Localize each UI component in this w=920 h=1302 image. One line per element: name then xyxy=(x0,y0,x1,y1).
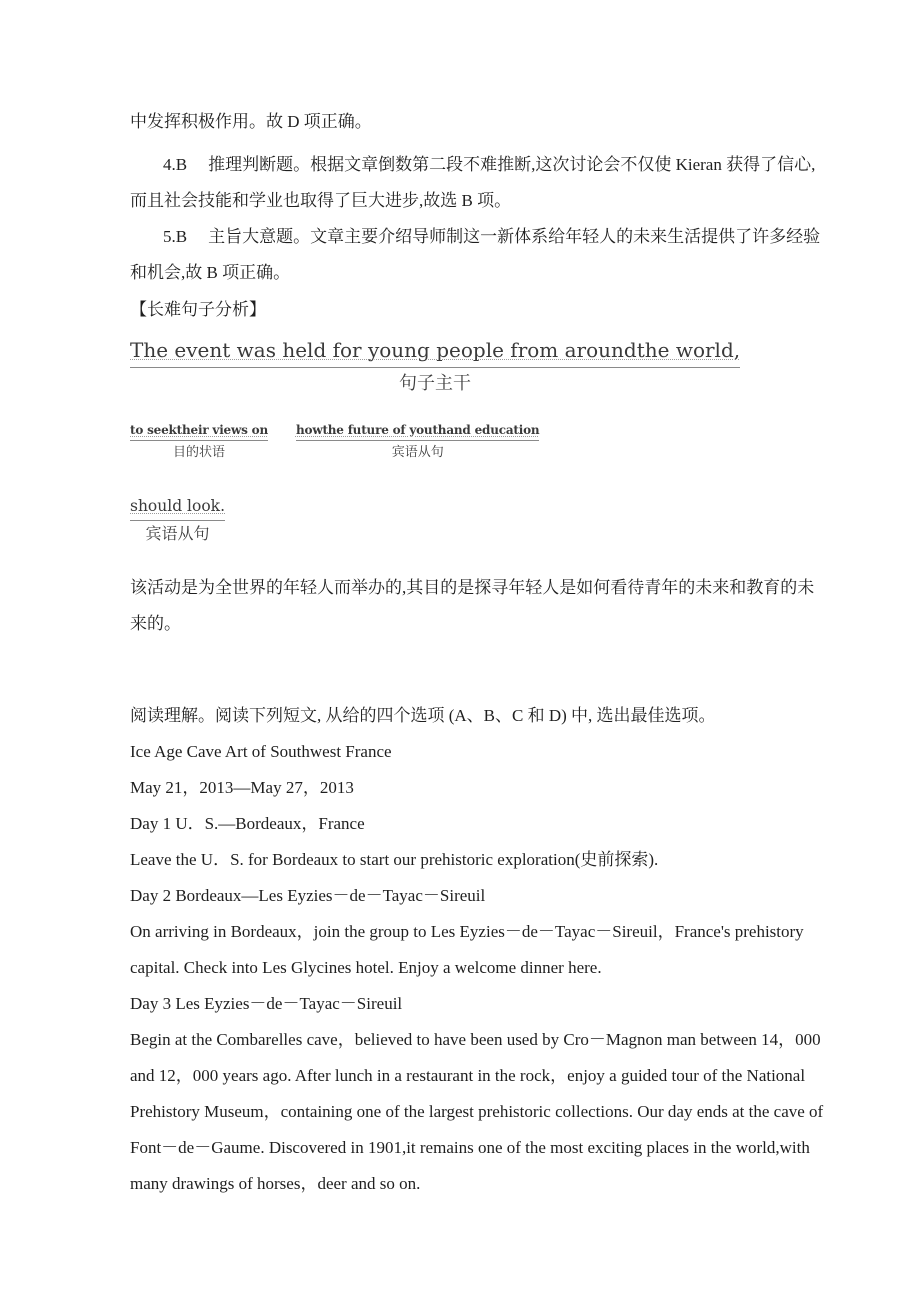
passage-title: Ice Age Cave Art of Southwest France xyxy=(130,742,392,761)
answer-4-text: 推理判断题。根据文章倒数第二段不难推断,这次讨论会不仅使 Kieran 获得了信心, xyxy=(208,155,816,174)
sentence-translation xyxy=(130,570,815,642)
analysis-label-purpose: 目的状语 xyxy=(172,444,225,459)
passage-line: Day 3 Les Eyzies－de－Tayac－Sireuil xyxy=(130,994,403,1013)
answer-item-4 xyxy=(130,147,816,183)
analysis-label-main: 句子主干 xyxy=(399,373,472,393)
passage-line: Prehistory Museum，containing one of the largest prehistoric collections. Our day ends at the cave of xyxy=(130,1102,824,1121)
analyzed-object-clause: howthe future of youthand education xyxy=(296,422,539,441)
reading-instruction: 阅读理解。阅读下列短文, 从给的四个选项 (A、B、C 和 D) 中, 选出最佳选项。 xyxy=(130,706,716,725)
passage-line: Begin at the Combarelles cave，believed to have been used by Cro－Magnon man between 14，000 xyxy=(130,1030,821,1049)
analysis-label-object-clause: 宾语从句 xyxy=(391,444,444,459)
passage-line: Day 1 U．S.—Bordeaux，France xyxy=(130,814,365,833)
answer-4-text-continued: 而且社会技能和学业也取得了巨大进步,故选 B 项。 xyxy=(130,191,512,210)
analysis-sub-clauses-row xyxy=(130,422,800,461)
passage-dates: May 21，2013—May 27，2013 xyxy=(130,778,354,797)
analysis-segment-should-look xyxy=(130,497,225,546)
analyzed-should-look: should look. xyxy=(130,497,225,521)
analysis-label-should-look: 宾语从句 xyxy=(145,526,210,543)
analysis-segment-purpose xyxy=(130,422,268,461)
answer-item-5 xyxy=(130,219,821,255)
answer-4-label: 4.B xyxy=(163,155,188,174)
answer-5-text-continued: 和机会,故 B 项正确。 xyxy=(130,263,291,282)
passage-line: On arriving in Bordeaux，join the group to Les Eyzies－de－Tayac－Sireuil，France's prehistory xyxy=(130,922,804,941)
passage-line: Day 2 Bordeaux—Les Eyzies－de－Tayac－Sireuil xyxy=(130,886,486,905)
answer-5-label: 5.B xyxy=(163,227,188,246)
sentence-analysis-heading: 【长难句子分析】 xyxy=(130,300,266,319)
answer-tail-line: 中发挥积极作用。故 D 项正确。 xyxy=(130,112,372,131)
passage-line: capital. Check into Les Glycines hotel. Enjoy a welcome dinner here. xyxy=(130,958,602,977)
reading-comprehension-section xyxy=(130,698,824,1202)
analysis-segment-object-clause xyxy=(296,422,539,461)
answer-5-text: 主旨大意题。文章主要介绍导师制这一新体系给年轻人的未来生活提供了许多经验 xyxy=(208,227,821,246)
analysis-segment-main xyxy=(130,338,740,396)
translation-line-2: 来的。 xyxy=(130,614,181,633)
analyzed-sentence-main: The event was held for young people from aroundthe world, xyxy=(130,338,740,368)
passage-line: Leave the U．S. for Bordeaux to start our prehistoric exploration(史前探索). xyxy=(130,850,659,869)
translation-line-1: 该活动是为全世界的年轻人而举办的,其目的是探寻年轻人是如何看待青年的未来和教育的未 xyxy=(130,578,815,597)
analyzed-purpose-adverbial: to seektheir views on xyxy=(130,422,268,441)
analysis-should-look-block xyxy=(130,497,800,546)
passage-line: and 12，000 years ago. After lunch in a restaurant in the rock，enjoy a guided tour of the National xyxy=(130,1066,806,1085)
passage-line: many drawings of horses，deer and so on. xyxy=(130,1174,421,1193)
analysis-main-clause-block xyxy=(130,338,800,396)
sentence-analysis-section xyxy=(130,292,815,642)
answer-explanations-section xyxy=(130,104,821,291)
passage-line: Font－de－Gaume. Discovered in 1901,it remains one of the most exciting places in the world,with xyxy=(130,1138,810,1157)
